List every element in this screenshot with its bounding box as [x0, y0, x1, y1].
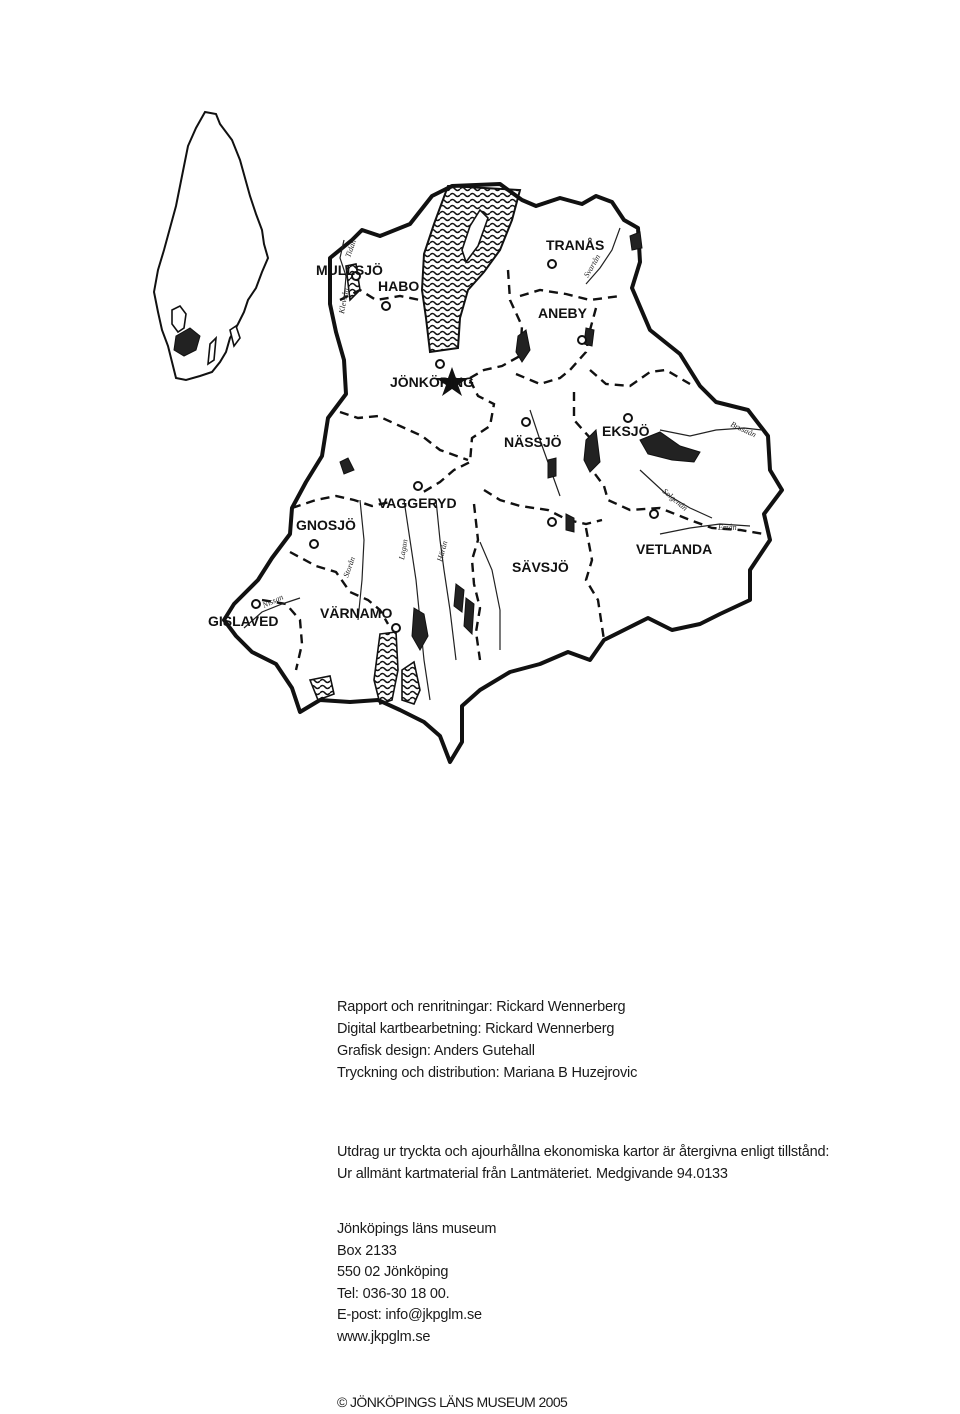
town-label-eksjo: EKSJÖ [602, 423, 650, 439]
island-gotland [230, 326, 240, 346]
credit-design: Grafisk design: Anders Gutehall [337, 1043, 535, 1059]
town-label-habo: HABO [378, 278, 420, 294]
address-website: www.jkpglm.se [337, 1328, 431, 1345]
town-label-jonkoping: JÖNKÖPING [390, 374, 475, 390]
river-label-tidan: Tidan [343, 238, 359, 259]
address-city: 550 02 Jönköping [337, 1264, 449, 1280]
river-label-nissan: Nissan [261, 592, 285, 610]
credit-report: Rapport och renritningar: Rickard Wennerberg [337, 999, 626, 1015]
town-label-nassjo: NÄSSJÖ [504, 434, 562, 450]
river-label-solgenan: Solgenån [660, 486, 690, 513]
river-label-eman: Emån [718, 523, 737, 532]
town-label-vetlanda: VETLANDA [636, 541, 713, 557]
sweden-inset-map [154, 112, 268, 380]
note-line-2: Ur allmänt kartmaterial från Lantmäteriet. Medgivande 94.0133 [337, 1166, 728, 1182]
credits-block [337, 996, 637, 1084]
town-label-aneby: ANEBY [538, 305, 588, 321]
museum-address [337, 1219, 496, 1348]
town-label-mullsjo: MULLSJÖ [316, 262, 383, 278]
note-line-1: Utdrag ur tryckta och ajourhållna ekonomiska kartor är återgivna enligt tillstånd: [337, 1144, 830, 1160]
river-label-svartan: Svartån [581, 252, 603, 279]
address-name: Jönköpings läns museum [337, 1221, 497, 1237]
credit-printing: Tryckning och distribution: Mariana B Huzejrovic [337, 1065, 638, 1081]
copyright-icon: © [337, 1394, 347, 1410]
town-label-tranas: TRANÅS [546, 237, 605, 253]
river-label-lagan: Lagan [397, 538, 410, 561]
address-phone: Tel: 036-30 18 00. [337, 1285, 450, 1302]
vattern-inset [172, 306, 186, 332]
map-permission-note [337, 1141, 829, 1185]
town-label-gnosjo: GNOSJÖ [296, 517, 356, 533]
river-label-haran: Härån [435, 540, 450, 563]
river-label-storan: Storån [341, 555, 358, 579]
sweden-outline [154, 112, 268, 380]
town-label-vaggeryd: VAGGERYD [378, 495, 457, 511]
credit-digital-map: Digital kartbearbetning: Rickard Wennerberg [337, 1021, 615, 1037]
address-email: E-post: info@jkpglm.se [337, 1307, 482, 1323]
copyright-text: JÖNKÖPINGS LÄNS MUSEUM 2005 [350, 1394, 568, 1410]
address-box: Box 2133 [337, 1242, 397, 1259]
town-label-gislaved: GISLAVED [208, 613, 279, 629]
river-label-klevsan: Klevsån [337, 287, 351, 315]
county-border [224, 184, 782, 762]
copyright-line [337, 1394, 567, 1410]
river-label-brusaan: Brusaån [729, 419, 758, 440]
town-label-varnamo: VÄRNAMO [320, 605, 393, 621]
town-label-savsjo: SÄVSJÖ [512, 559, 569, 575]
